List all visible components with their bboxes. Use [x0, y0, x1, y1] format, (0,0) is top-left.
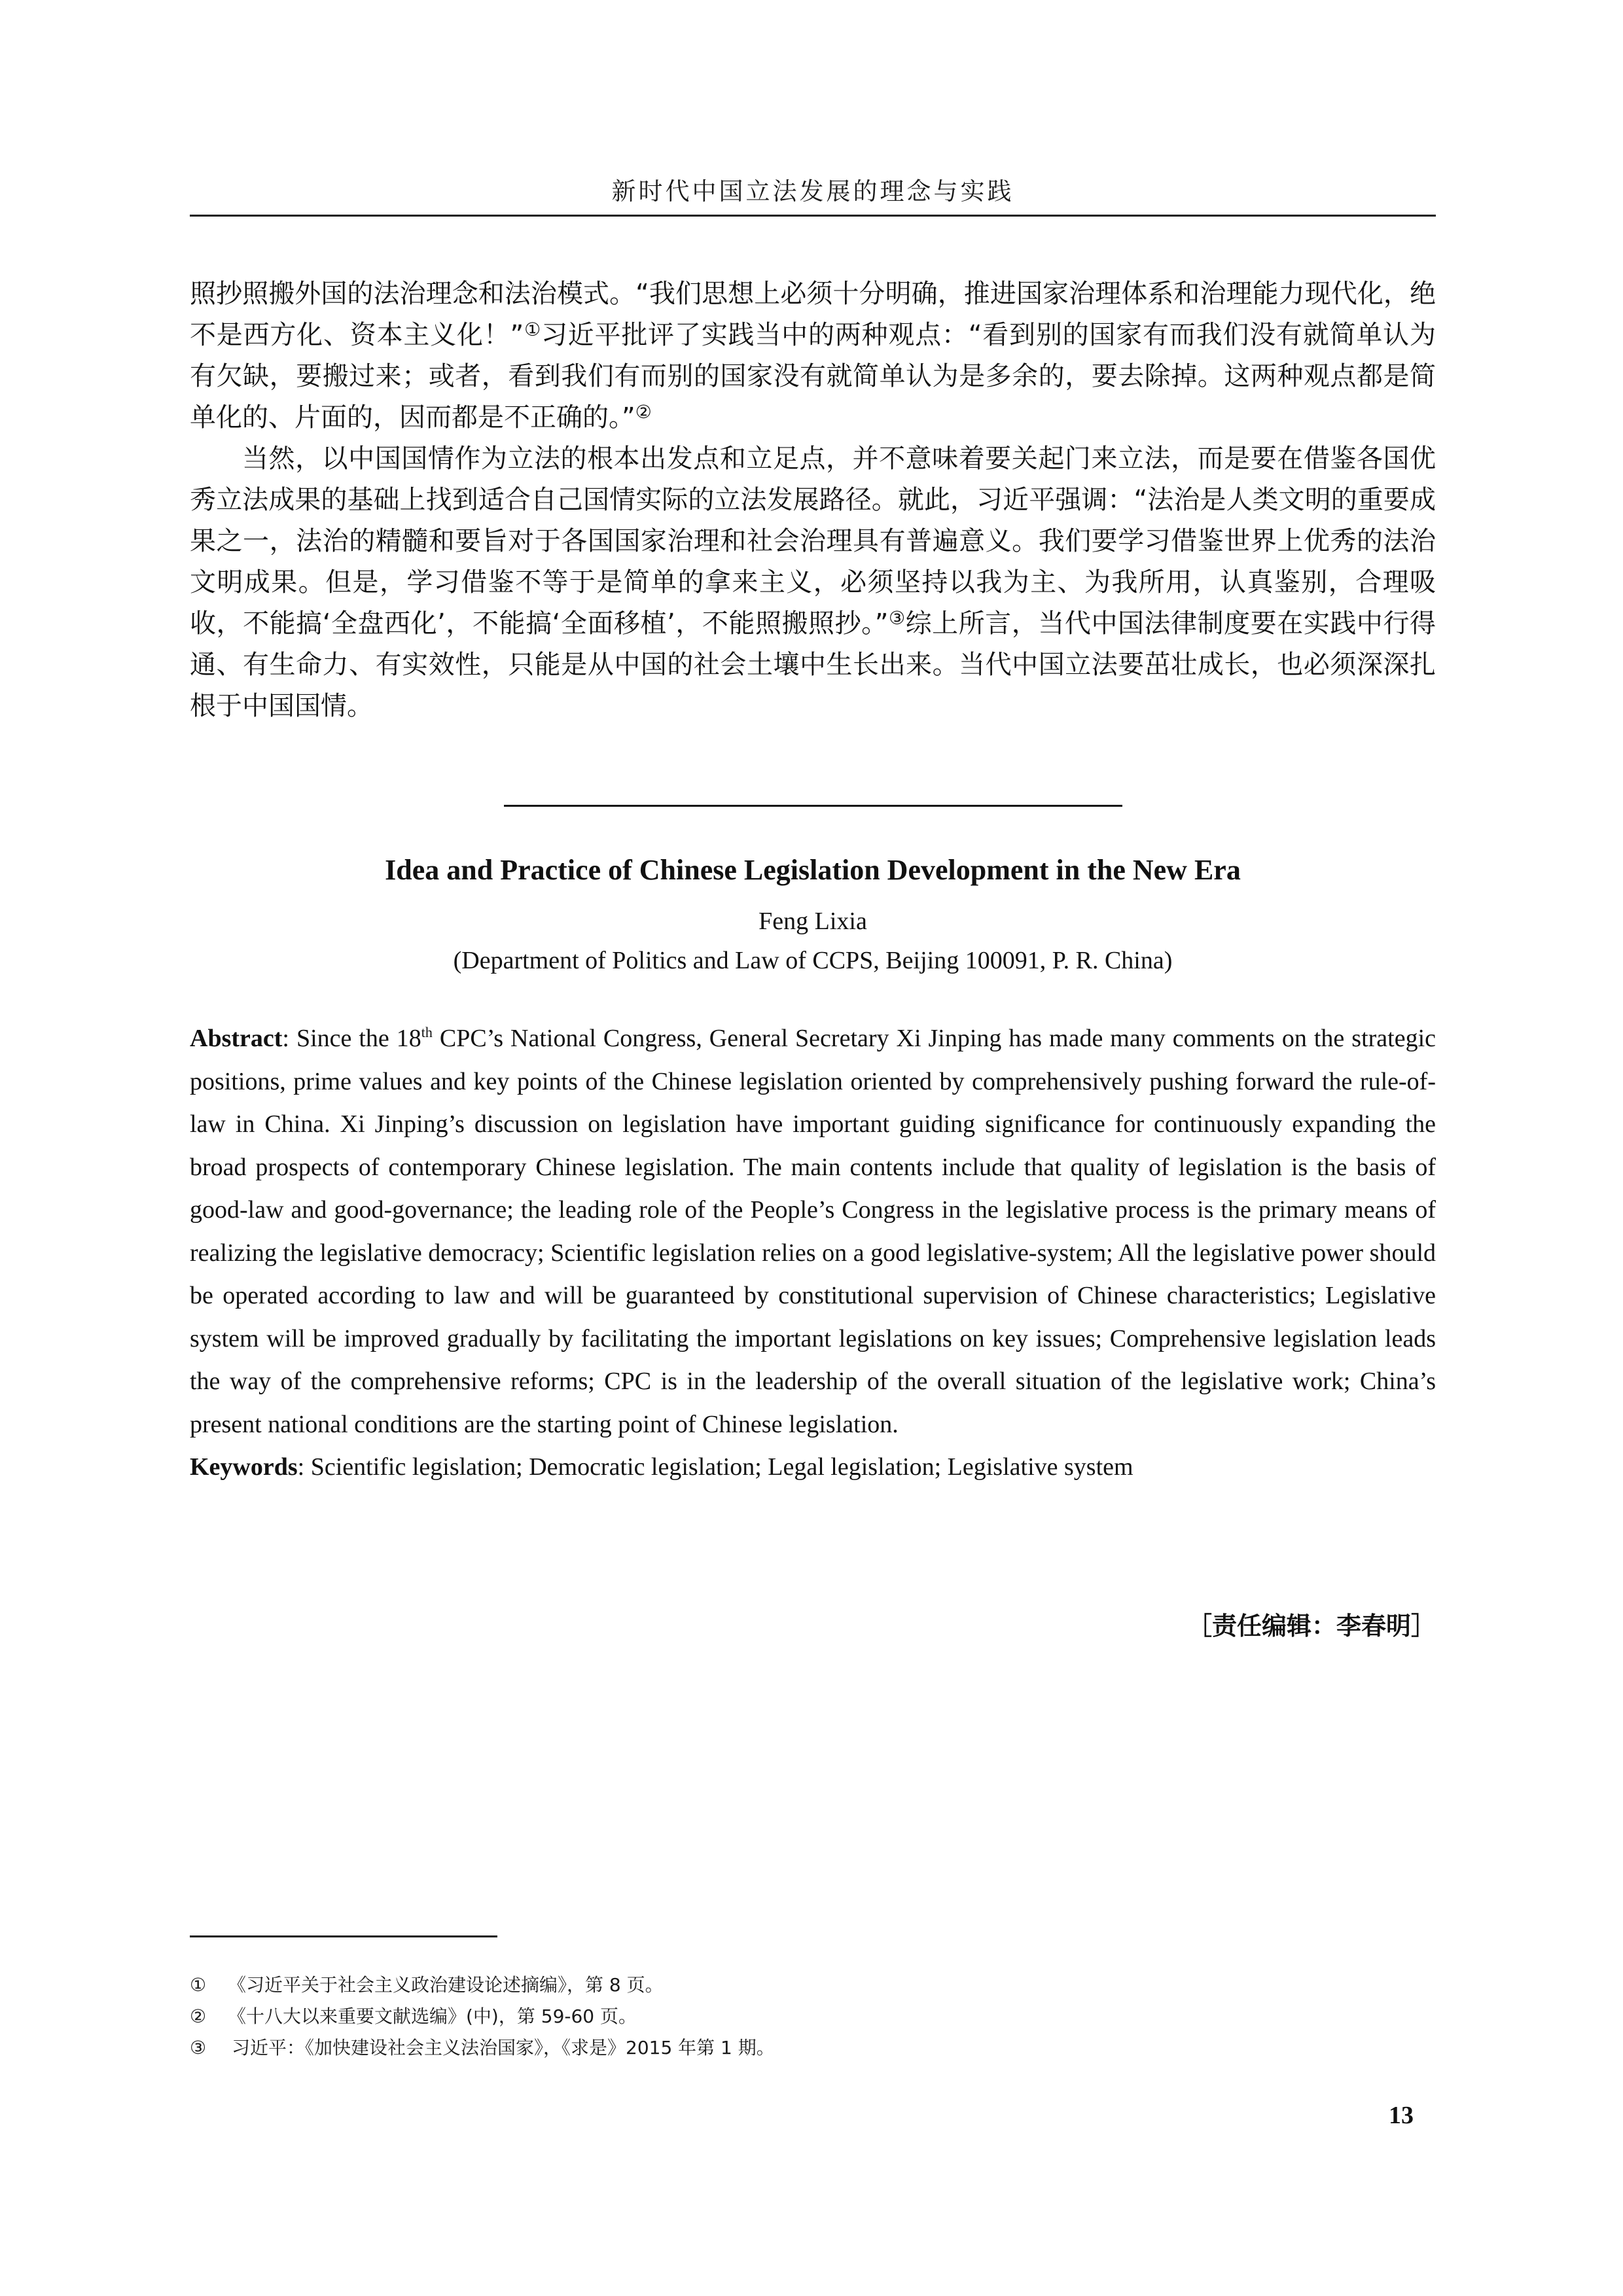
footnote-item-1 [190, 1969, 1436, 2001]
page-number: 13 [1389, 2102, 1414, 2129]
footnote-text: 习近平：《加快建设社会主义法治国家》，《求是》2015 年第 1 期。 [232, 2037, 775, 2058]
abstract-text-start: Since the 18 [296, 1025, 421, 1052]
abstract-label: Abstract [190, 1025, 283, 1052]
section-divider [504, 805, 1122, 807]
abstract-separator: : [282, 1025, 296, 1052]
footnote-item-2 [190, 2001, 1436, 2032]
footnote-number: ③ [190, 2037, 207, 2058]
paragraph-2-text-b: 综上所言，当代中国法律制度要在实践中行得通、有生命力、有实效性，只能是从中国的社会土壤中生长出来。当代中国立法要茁壮成长，也必须深深扎根于中国国情。 [190, 609, 1436, 721]
keywords-paragraph [190, 1446, 1436, 1489]
keywords-label: Keywords [190, 1453, 298, 1481]
footnote-text: 《十八大以来重要文献选编》(中)，第 59-60 页。 [228, 2005, 637, 2027]
footnote-item-3 [190, 2032, 1436, 2064]
abstract-paragraph [190, 1017, 1436, 1446]
footnote-divider [190, 1935, 497, 1937]
footnote-text: 《习近平关于社会主义政治建设论述摘编》，第 8 页。 [228, 1974, 664, 1996]
footnote-ref-2[interactable]: ② [635, 401, 652, 423]
ordinal-superscript: th [421, 1024, 433, 1040]
abstract-text: CPC’s National Congress, General Secretary Xi Jinping has made many comments on the strategic positions, prime values and key points of the Chinese legislation oriented by comprehensively pushing forward the rule-of-law in China. Xi Jinping’s discussion on legislation have important guiding significance for continuously expanding the broad prospects of contemporary Chinese legislation. The main contents include that quality of legislation is the basis of good-law and good-governance; the leading role of the People’s Congress in the legislative process is the primary means of realizing the legislative democracy; Scientific legislation relies on a good legislative-system; All the legislative power should be operated according to law and will be guaranteed by constitutional supervision of Chinese characteristics; Legislative system will be improved gradually by facilitating the important legislations on key issues; Comprehensive legislation leads the way of the comprehensive reforms; CPC is in the leadership of the overall situation of the legislative work; China’s present national conditions are the starting point of Chinese legislation. [190, 1025, 1436, 1438]
keywords-text: Scientific legislation; Democratic legislation; Legal legislation; Legislative system [310, 1453, 1133, 1481]
paragraph-2-text-a: 当然，以中国国情作为立法的根本出发点和立足点，并不意味着要关起门来立法，而是要在借鉴各国优秀立法成果的基础上找到适合自己国情实际的立法发展路径。就此，习近平强调：“法治是人类文明的重要成果之一，法治的精髓和要旨对于各国国家治理和社会治理具有普遍意义。我们要学习借鉴世界上优秀的法治文明成果。但是，学习借鉴不等于是简单的拿来主义，必须坚持以我为主、为我所用，认真鉴别，合理吸收，不能搞‘全盘西化’，不能搞‘全面移植’，不能照搬照抄。” [190, 444, 1436, 639]
paragraph-1-text-b: 习近平批评了实践当中的两种观点：“看到别的国家有而我们没有就简单认为有欠缺，要搬过来；或者，看到我们有而别的国家没有就简单认为是多余的，要去除掉。这两种观点都是简单化的、片面的，因而都是不正确的。” [190, 320, 1436, 433]
body-paragraph-2 [190, 438, 1436, 727]
english-author: Feng Lixia [758, 908, 867, 935]
footnote-number: ② [190, 2005, 207, 2027]
english-title: Idea and Practice of Chinese Legislation Development in the New Era [385, 854, 1241, 886]
footnote-number: ① [190, 1974, 207, 1996]
footnote-ref-3[interactable]: ③ [888, 607, 906, 629]
responsible-editor: ［责任编辑：李春明］ [1186, 1612, 1436, 1640]
header-divider [190, 215, 1436, 217]
body-paragraph-1 [190, 274, 1436, 438]
english-abstract-block [190, 1017, 1436, 1489]
keywords-separator: : [297, 1453, 311, 1481]
paragraph-1-text-a: 照抄照搬外国的法治理念和法治模式。“我们思想上必须十分明确，推进国家治理体系和治理能力现代化，绝不是西方化、资本主义化！” [190, 279, 1436, 350]
english-affiliation: (Department of Politics and Law of CCPS, Beijing 100091, P. R. China) [453, 947, 1173, 974]
footnotes-list [190, 1969, 1436, 2064]
chinese-body-text [190, 274, 1436, 727]
running-header-title: 新时代中国立法发展的理念与实践 [611, 177, 1014, 205]
footnote-ref-1[interactable]: ① [524, 319, 541, 340]
